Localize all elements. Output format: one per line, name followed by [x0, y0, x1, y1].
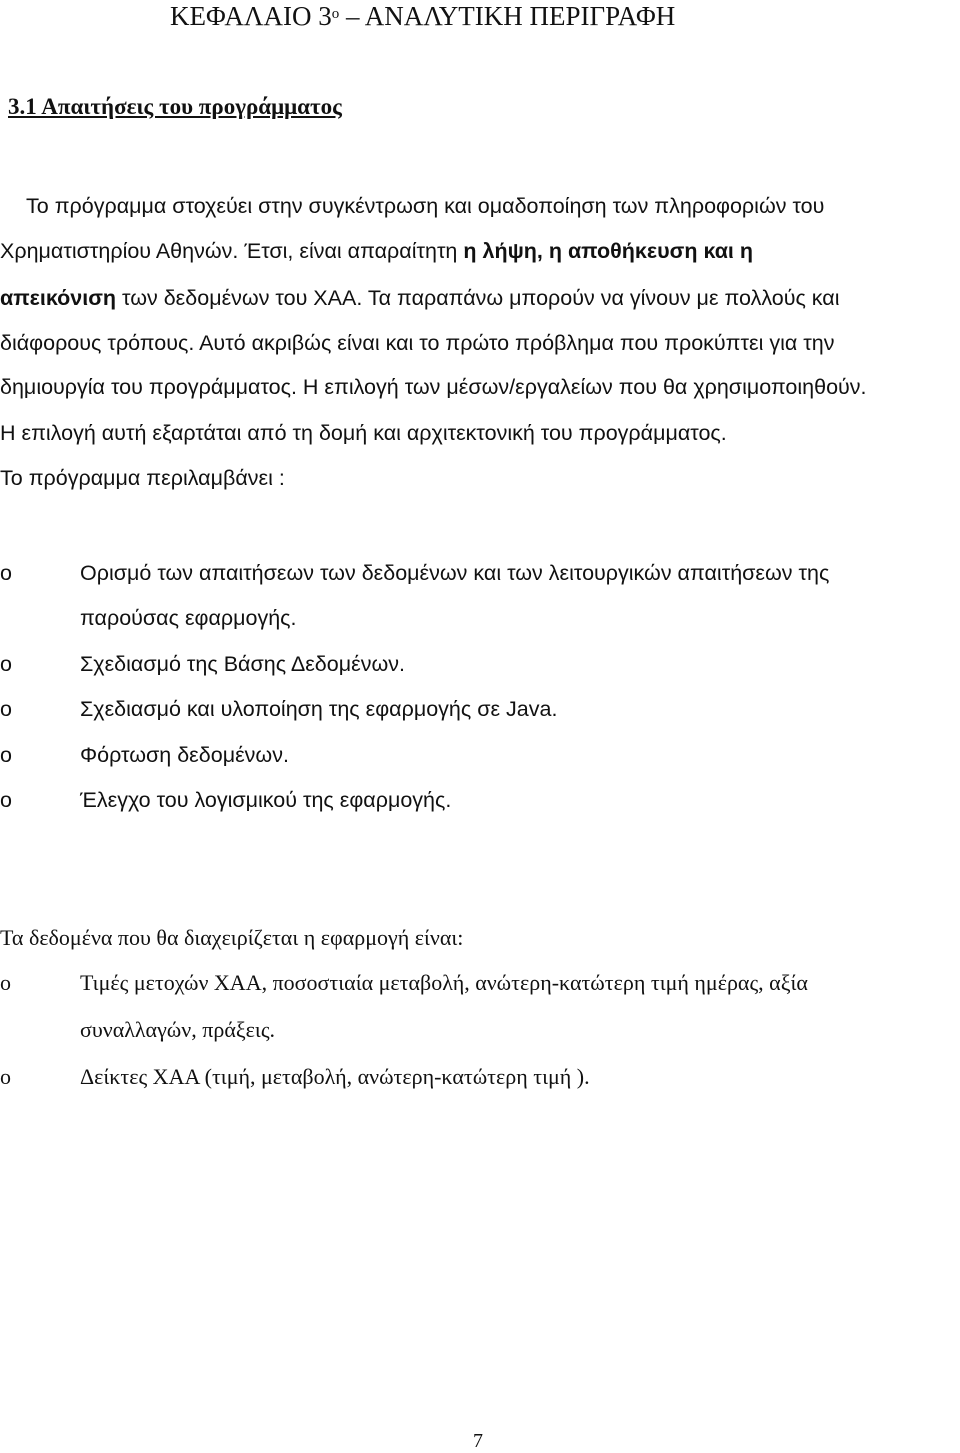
bullet-icon: o: [0, 561, 12, 585]
list-item: o Σχεδιασμό της Βάσης Δεδομένων.: [0, 652, 405, 676]
intro-line-4: διάφορους τρόπους. Αυτό ακριβώς είναι και το πρώτο πρόβλημα που προκύπτει για την: [0, 331, 835, 355]
intro-line-5: δημιουργία του προγράμματος. Η επιλογή των μέσων/εργαλείων που θα χρησιμοποιηθούν.: [0, 375, 867, 399]
list-item: o Ορισμό των απαιτήσεων των δεδομένων και των λειτουργικών απαιτήσεων της: [0, 561, 830, 585]
list-item: o Φόρτωση δεδομένων.: [0, 743, 289, 767]
list-item: o Δείκτες ΧΑΑ (τιμή, μεταβολή, ανώτερη-κατώτερη τιμή ).: [0, 1064, 590, 1089]
bullet-icon: o: [0, 970, 11, 995]
list-item: o Έλεγχο του λογισμικού της εφαρμογής.: [0, 788, 452, 812]
bullet-icon: o: [0, 743, 12, 767]
page-number: 7: [473, 1430, 483, 1452]
intro-line-6: Η επιλογή αυτή εξαρτάται από τη δομή και αρχιτεκτονική του προγράμματος.: [0, 421, 727, 445]
bullet-icon: o: [0, 652, 12, 676]
intro-line-3: απεικόνιση των δεδομένων του ΧΑΑ. Τα παραπάνω μπορούν να γίνουν με πολλούς και: [0, 286, 840, 310]
intro-line-1: Το πρόγραμμα στοχεύει στην συγκέντρωση και ομαδοποίηση των πληροφοριών του: [26, 194, 825, 218]
bullet-icon: o: [0, 697, 12, 721]
data-intro: Τα δεδομένα που θα διαχειρίζεται η εφαρμογή είναι:: [0, 925, 464, 950]
intro-line-7: Το πρόγραμμα περιλαμβάνει :: [0, 466, 285, 490]
bullet-icon: o: [0, 1064, 11, 1089]
list-item: o Τιμές μετοχών ΧΑΑ, ποσοστιαία μεταβολή, ανώτερη-κατώτερη τιμή ημέρας, αξία: [0, 970, 808, 995]
intro-line-2: Χρηματιστηρίου Αθηνών. Έτσι, είναι απαραίτητη η λήψη, η αποθήκευση και η: [0, 239, 754, 263]
bullet-icon: o: [0, 788, 12, 812]
chapter-title: ΚΕΦΑΛΑΙΟ $3^o$ – ΑΝΑΛΥΤΙΚΗ ΠΕΡΙΓΡΑΦΗ: [170, 1, 676, 31]
list-item-continuation: συναλλαγών, πράξεις.: [80, 1017, 276, 1042]
section-heading: 3.1 Απαιτήσεις του προγράμματος: [8, 94, 342, 119]
list-item: o Σχεδιασμό και υλοποίηση της εφαρμογής σε Java.: [0, 697, 558, 721]
list-item-continuation: παρούσας εφαρμογής.: [80, 606, 297, 630]
